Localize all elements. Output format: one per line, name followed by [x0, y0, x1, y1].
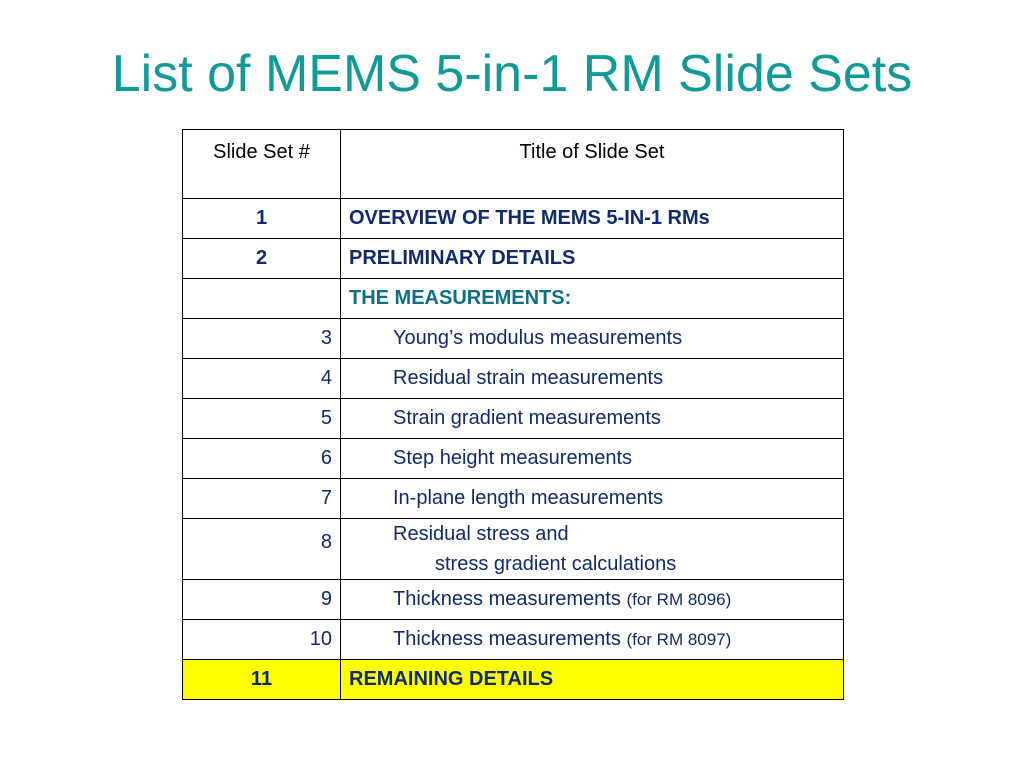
table-row [183, 479, 844, 519]
header-slide-set-number: Slide Set # [183, 130, 341, 199]
row-title [341, 580, 844, 620]
row-title: OVERVIEW OF THE MEMS 5-IN-1 RMs [341, 199, 844, 239]
row-title: THE MEASUREMENTS: [341, 279, 844, 319]
table-row [183, 279, 844, 319]
table-row [183, 580, 844, 620]
row-title: Step height measurements [341, 439, 844, 479]
row-number: 2 [183, 239, 341, 279]
slide-sets-table [182, 129, 844, 700]
table-row [183, 319, 844, 359]
table-row [183, 239, 844, 279]
row-title: In-plane length measurements [341, 479, 844, 519]
row-title: Strain gradient measurements [341, 399, 844, 439]
slide-title: List of MEMS 5-in-1 RM Slide Sets [111, 45, 913, 103]
row-number: 10 [183, 620, 341, 660]
table-row [183, 620, 844, 660]
table-row-highlighted [183, 660, 844, 700]
row-number: 6 [183, 439, 341, 479]
header-title-of-slide-set: Title of Slide Set [341, 130, 844, 199]
row-title [341, 620, 844, 660]
row-number: 4 [183, 359, 341, 399]
row-title-note: (for RM 8096) [626, 590, 732, 609]
row-number: 11 [183, 660, 341, 700]
table-header-row [183, 130, 844, 199]
table-row [183, 519, 844, 580]
row-title: Young’s modulus measurements [341, 319, 844, 359]
row-title: Residual strain measurements [341, 359, 844, 399]
row-title: REMAINING DETAILS [341, 660, 844, 700]
row-number: 7 [183, 479, 341, 519]
row-title-note: (for RM 8097) [626, 630, 732, 649]
table-row [183, 199, 844, 239]
table-row [183, 399, 844, 439]
row-number [183, 279, 341, 319]
row-number: 1 [183, 199, 341, 239]
row-title [341, 519, 844, 580]
table-row [183, 439, 844, 479]
row-number: 5 [183, 399, 341, 439]
row-title-line-1: Residual stress and [393, 523, 569, 545]
row-title-text: Thickness measurements [393, 588, 621, 610]
row-title-line-2: stress gradient calculations [435, 553, 677, 575]
row-number: 8 [183, 519, 341, 580]
table-row [183, 359, 844, 399]
row-title-text: Thickness measurements [393, 628, 621, 650]
row-number: 9 [183, 580, 341, 620]
row-title: PRELIMINARY DETAILS [341, 239, 844, 279]
row-number: 3 [183, 319, 341, 359]
